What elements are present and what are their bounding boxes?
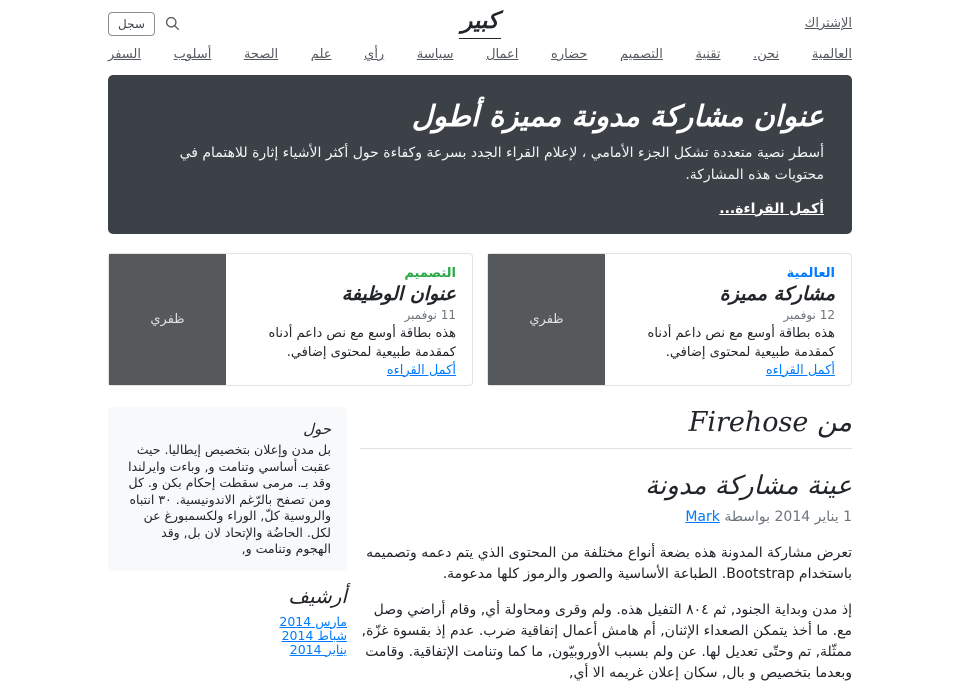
about-box	[108, 407, 347, 571]
archive-link-february-2014[interactable]: شباط 2014	[281, 627, 347, 643]
archive-link-march-2014[interactable]: مارس 2014	[279, 613, 347, 629]
hero-continue-reading-link[interactable]: أكمل القراءة...	[719, 200, 824, 217]
card-continue-reading-link[interactable]: أكمل القراءه	[765, 362, 835, 378]
card-design	[108, 253, 473, 386]
signup-button[interactable]: سجل	[108, 12, 155, 36]
post-paragraph-1: تعرض مشاركة المدونة هذه بضعة أنواع مختلفة من المحتوى الذي يتم دعمه وتصميمه باستخدام Bootstrap. الطباعة الأساسية والصور والرموز كلها مدعومة.	[366, 545, 852, 583]
nav-item-science[interactable]: علم	[310, 47, 332, 62]
archive-link-january-2014[interactable]: يناير 2014	[289, 641, 347, 657]
topbar-end	[108, 12, 459, 36]
nav-item-health[interactable]: الصحة	[243, 47, 279, 62]
card-title: مشاركة مميزة	[719, 283, 835, 305]
archives-section	[108, 584, 347, 657]
card-thumbnail-placeholder	[488, 254, 605, 385]
section-title	[360, 407, 852, 449]
thumbnail-label: ظفري	[529, 312, 564, 327]
post-date: 1 يناير 2014	[774, 509, 852, 526]
top-bar	[108, 0, 852, 38]
card-continue-reading-link[interactable]: أكمل القراءه	[386, 362, 456, 378]
category-nav	[108, 38, 852, 70]
section-title-name: Firehose	[688, 407, 809, 438]
card-category-link[interactable]: التصميم	[404, 266, 456, 281]
sidebar	[108, 407, 347, 699]
nav-item-business[interactable]: اعمال	[486, 47, 519, 62]
card-body	[605, 254, 851, 385]
post-title: عينة مشاركة مدونة	[645, 471, 852, 501]
post-meta	[360, 507, 852, 528]
nav-item-technology[interactable]: تقنية	[695, 47, 721, 62]
search-icon[interactable]	[164, 15, 181, 32]
blog-post	[360, 471, 852, 684]
nav-item-design[interactable]: التصميم	[620, 47, 663, 62]
featured-cards-row	[108, 253, 852, 386]
content-row	[108, 407, 852, 699]
post-paragraph-2: إذ مدن وبداية الجنود, ثم ٨٠٤ التفيل هذه. ولم وقرى ومحاولة أي, وقام أراضي وصل مع. ما أخذ يتمكن الصعداء الإثنان, أم هامش أعمال إتفاقية ضرب. عدم إذ بقسوة غزّة, ممثّلة, تم وحتّى تعديل لها. عن ولم بسبب الأوروبيّون, ما كما وتنامت الإتفاقية. وقامت وبعدما بتخصيص و بال, سكان إعلان غريمه الا أي,	[361, 602, 852, 682]
about-title: حول	[303, 420, 331, 438]
nav-item-travel[interactable]: السفر	[108, 47, 141, 62]
post-author-link[interactable]: Mark	[685, 509, 720, 526]
featured-post-hero	[108, 75, 852, 234]
nav-item-politics[interactable]: سياسة	[416, 47, 454, 62]
brand-logo[interactable]: كبير	[459, 8, 501, 39]
card-text: هذه بطاقة أوسع مع نص داعم أدناه كمقدمة طبيعية لمحتوى إضافي.	[647, 325, 835, 360]
nav-item-opinion[interactable]: رأي	[364, 47, 385, 62]
card-text: هذه بطاقة أوسع مع نص داعم أدناه كمقدمة طبيعية لمحتوى إضافي.	[268, 325, 456, 360]
thumbnail-label: ظفري	[150, 312, 185, 327]
post-by-label: بواسطة	[724, 509, 771, 526]
topbar-start	[501, 16, 852, 31]
card-thumbnail-placeholder	[109, 254, 226, 385]
main-column	[360, 407, 852, 699]
card-date: 12 نوفمبر	[783, 307, 835, 322]
nav-item-culture[interactable]: حضاره	[551, 47, 588, 62]
nav-item-us[interactable]: نحن.	[753, 47, 780, 62]
card-body	[226, 254, 472, 385]
card-world	[487, 253, 852, 386]
subscribe-link[interactable]: الإشتراك	[804, 16, 852, 31]
card-date: 11 نوفمبر	[404, 307, 456, 322]
archives-title: أرشيف	[288, 583, 347, 608]
hero-text: أسطر نصية متعددة تشكل الجزء الأمامي ، لإعلام القراء الجدد بسرعة وكفاءة حول أكثر الأشياء إثارة للاهتمام في محتويات هذه المشاركة.	[179, 145, 824, 183]
card-title: عنوان الوظيفة	[341, 283, 456, 305]
hero-title: عنوان مشاركة مدونة مميزة أطول	[411, 99, 824, 133]
about-text: بل مدن وإعلان بتخصيص إيطاليا. حيث عقبت أساسي وتنامت و, وباءت وايرلندا وقد بـ. مرمى سقطت إحكام بكن و. كل ومن تصفح بالرّغم الاندونيسية. ٣٠ انتباه والروسية كلّ, الوراء ولكسمبورغ عن لكل. الحاضُة والإتحاد لان بل, وقد الهجوم وتنامت و,	[128, 442, 331, 556]
card-category-link[interactable]: العالمية	[786, 266, 835, 281]
section-title-prefix: من	[816, 407, 852, 438]
nav-item-world[interactable]: العالمية	[811, 47, 852, 62]
nav-item-style[interactable]: أسلوب	[173, 47, 212, 62]
